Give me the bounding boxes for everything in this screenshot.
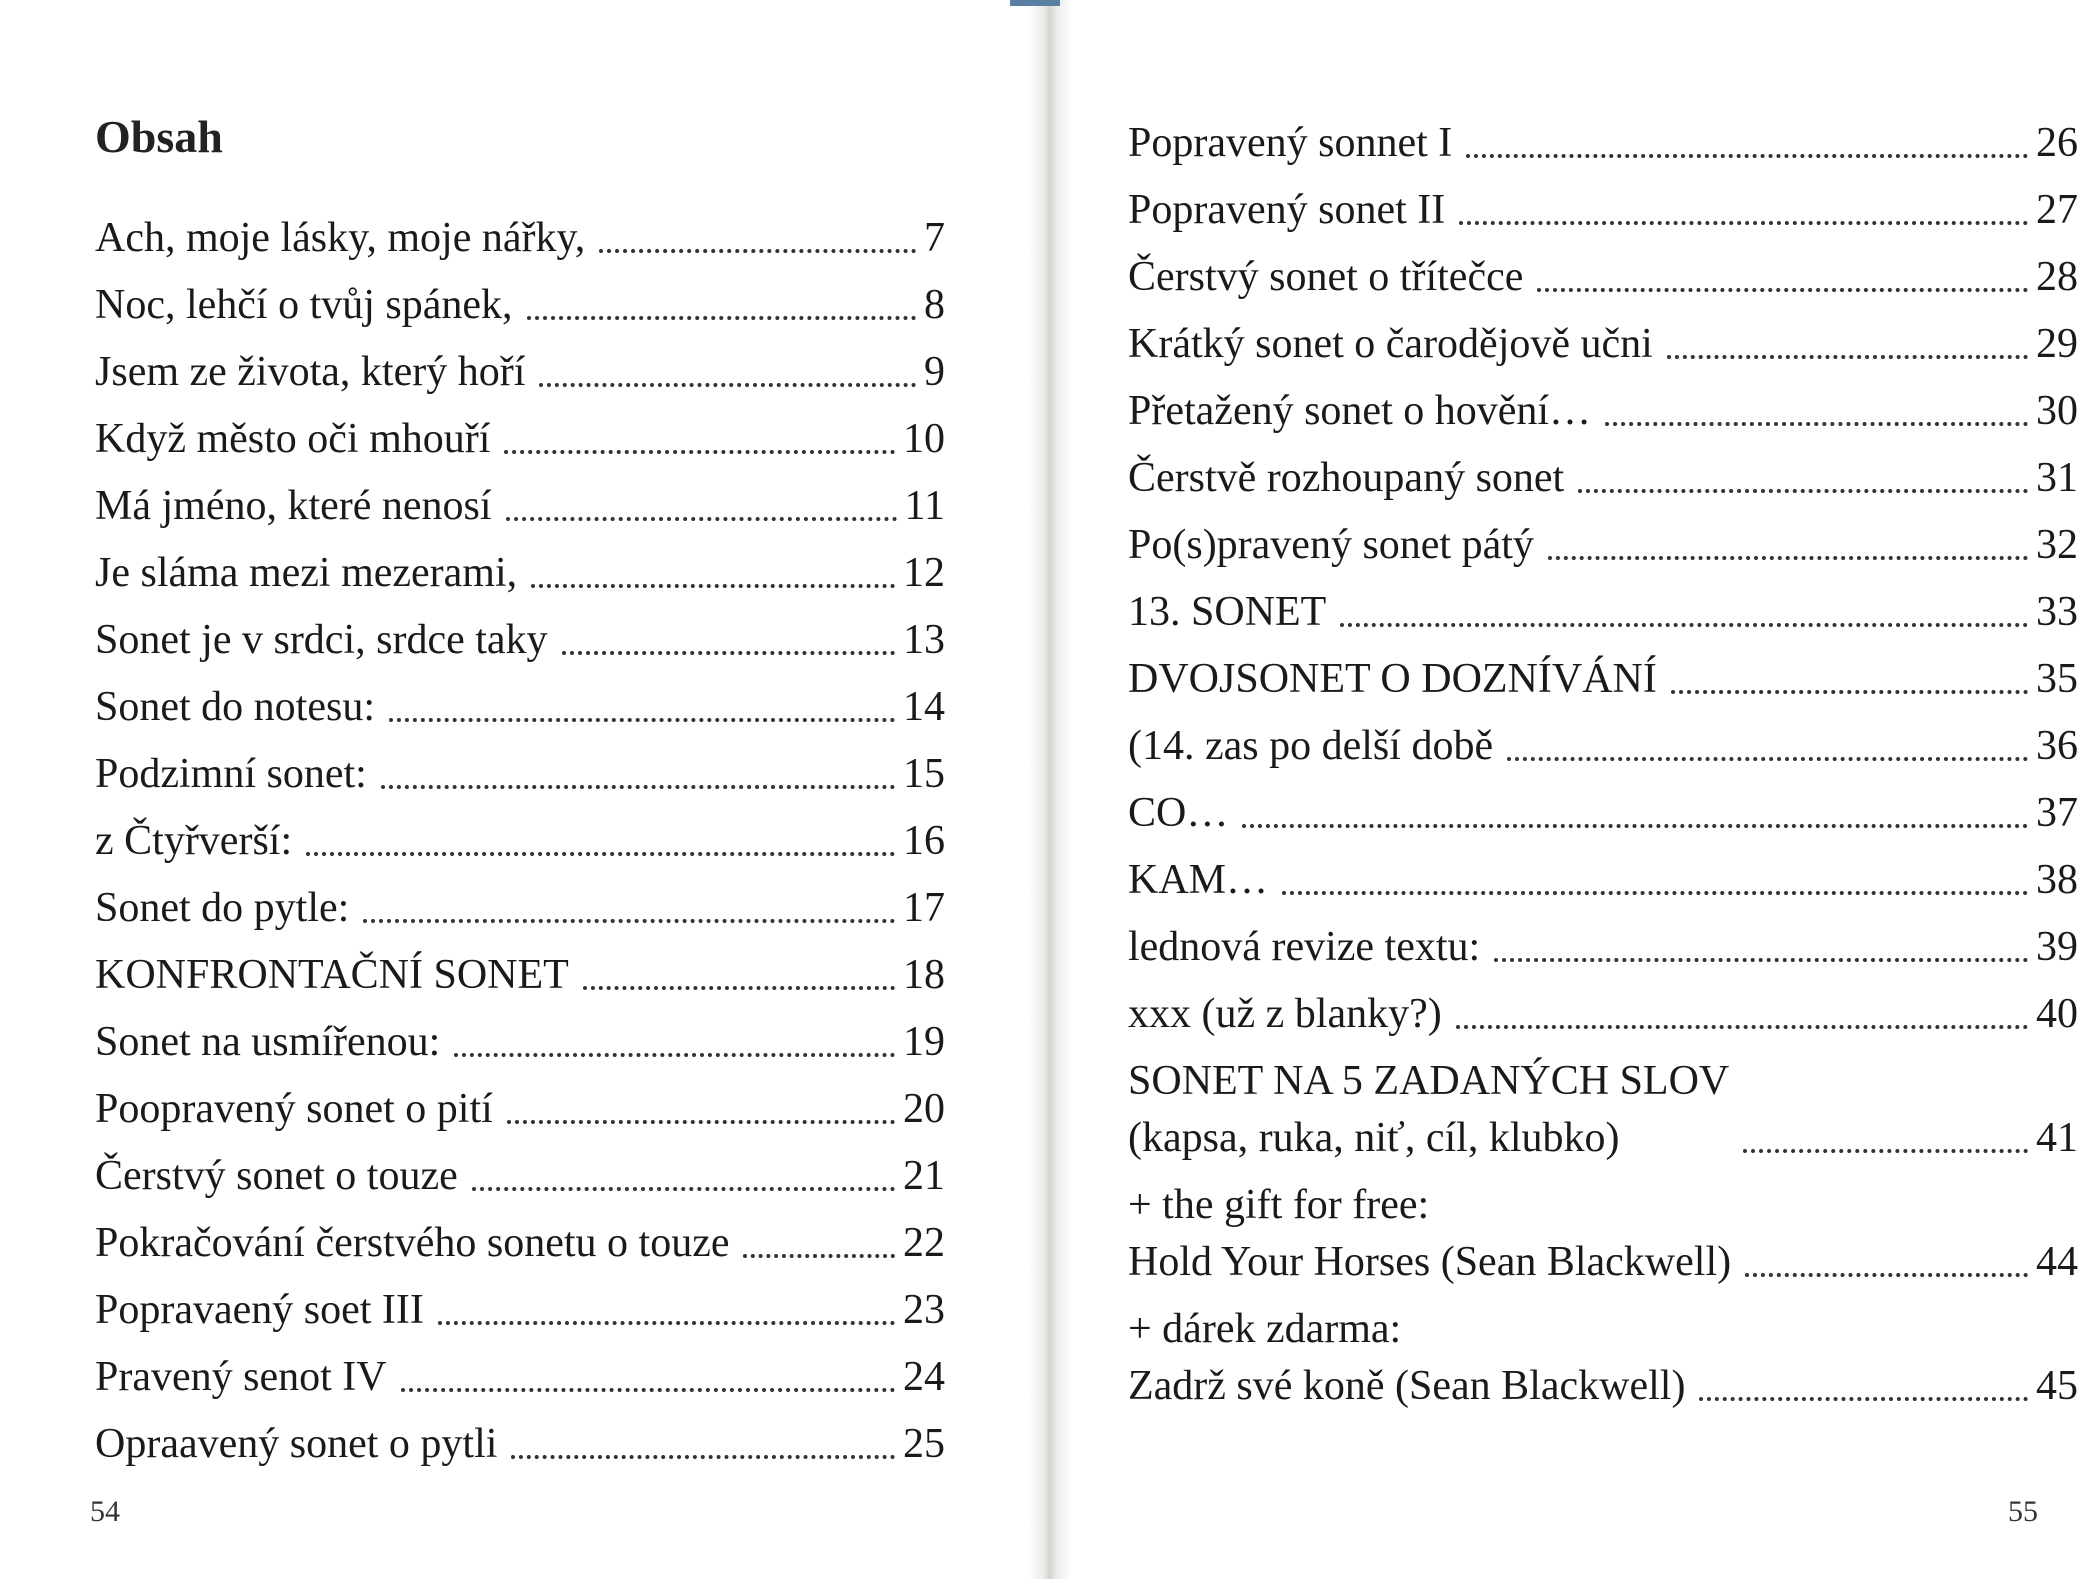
toc-entry-title: SONET NA 5 ZADANÝCH SLOV (kapsa, ruka, niť, cíl, klubko) xyxy=(1128,1058,1730,1161)
dot-leader xyxy=(1548,556,2028,560)
toc-entry-page: 24 xyxy=(903,1354,945,1400)
toc-entry-page: 36 xyxy=(2036,723,2078,769)
dot-leader xyxy=(1242,824,2028,828)
toc-entry xyxy=(95,736,945,803)
toc-entry-title: Pokračování čerstvého sonetu o touze xyxy=(95,1220,730,1266)
toc-entry-title: Po(s)pravený sonet pátý xyxy=(1128,522,1534,568)
dot-leader xyxy=(1671,690,2028,694)
dot-leader xyxy=(1667,355,2028,359)
dot-leader xyxy=(504,450,895,454)
toc-entry-title: KONFRONTAČNÍ SONET xyxy=(95,952,569,998)
toc-entry-page: 15 xyxy=(903,751,945,797)
toc-entry-page: 14 xyxy=(903,684,945,730)
dot-leader xyxy=(389,718,895,722)
toc-entry xyxy=(95,1339,945,1406)
toc-entry-title: Popravený sonnet I xyxy=(1128,120,1453,166)
toc-entry xyxy=(1128,172,2078,239)
toc-entry-page: 10 xyxy=(903,416,945,462)
toc-entry xyxy=(95,1004,945,1071)
page-number-left: 54 xyxy=(90,1495,120,1528)
toc-entry xyxy=(95,468,945,535)
toc-entry-page: 12 xyxy=(903,550,945,596)
dot-leader xyxy=(1578,489,2028,493)
toc-entry-page: 25 xyxy=(903,1421,945,1467)
toc-entry-title: Popravený sonet II xyxy=(1128,187,1446,233)
toc-entry-page: 22 xyxy=(903,1220,945,1266)
toc-entry-title: Sonet na usmířenou: xyxy=(95,1019,441,1065)
dot-leader xyxy=(1456,1025,2028,1029)
toc-entry-title: Má jméno, které nenosí xyxy=(95,483,492,529)
toc-entry xyxy=(95,937,945,1004)
toc-entry-title: Sonet je v srdci, srdce taky xyxy=(95,617,548,663)
toc-entry xyxy=(95,401,945,468)
toc-entry-page: 45 xyxy=(2036,1363,2078,1409)
page-title: Obsah xyxy=(95,111,223,162)
toc-entry-title: Pravený senot IV xyxy=(95,1354,387,1400)
toc-entry-title: + the gift for free: Hold Your Horses (Sean Blackwell) xyxy=(1128,1182,1732,1285)
toc-entry-page: 17 xyxy=(903,885,945,931)
dot-leader xyxy=(472,1187,895,1191)
dot-leader xyxy=(1537,288,2028,292)
toc-entry xyxy=(95,1406,945,1473)
toc-entry-title: Opraavený sonet o pytli xyxy=(95,1421,498,1467)
bookmark-ribbon xyxy=(1010,0,1060,6)
toc-entry-title: CO… xyxy=(1128,790,1229,836)
dot-leader xyxy=(454,1053,895,1057)
toc-entry-title: 13. SONET xyxy=(1128,589,1327,635)
toc-entry-page: 37 xyxy=(2036,790,2078,836)
dot-leader xyxy=(506,517,897,521)
toc-entry-title: Sonet do notesu: xyxy=(95,684,375,730)
toc-entry-page: 44 xyxy=(2036,1239,2078,1285)
dot-leader xyxy=(438,1321,895,1325)
toc-entry xyxy=(1128,976,2078,1043)
toc-entry-title: Když město oči mhouří xyxy=(95,416,491,462)
dot-leader xyxy=(1605,422,2028,426)
toc-entry-page: 7 xyxy=(924,215,945,261)
dot-leader xyxy=(1745,1273,2028,1277)
dot-leader xyxy=(507,1120,895,1124)
dot-leader xyxy=(306,852,895,856)
toc-entry xyxy=(95,200,945,267)
toc-entry-title: Čerstvě rozhoupaný sonet xyxy=(1128,455,1565,501)
toc-entry xyxy=(1128,1043,2078,1167)
toc-entry-title: Popravaený soet III xyxy=(95,1287,424,1333)
toc-entry-page: 38 xyxy=(2036,857,2078,903)
dot-leader xyxy=(743,1254,895,1258)
toc-entry-title: Ach, moje lásky, moje nářky, xyxy=(95,215,586,261)
toc-entry xyxy=(95,1138,945,1205)
toc-entry-page: 27 xyxy=(2036,187,2078,233)
toc-entry xyxy=(1128,1291,2078,1415)
right-page xyxy=(1048,0,2097,1579)
toc-entry-page: 39 xyxy=(2036,924,2078,970)
dot-leader xyxy=(562,651,895,655)
page-number-right: 55 xyxy=(2008,1495,2038,1528)
toc-entry xyxy=(95,334,945,401)
dot-leader xyxy=(1507,757,2028,761)
toc-entry-page: 21 xyxy=(903,1153,945,1199)
dot-leader xyxy=(527,316,916,320)
toc-entry xyxy=(95,669,945,736)
toc-entry xyxy=(1128,239,2078,306)
toc-entry-title: (14. zas po delší době xyxy=(1128,723,1494,769)
toc-entry-title: z Čtyřverší: xyxy=(95,818,293,864)
toc-entry xyxy=(1128,1167,2078,1291)
toc-entry xyxy=(1128,440,2078,507)
toc-entry xyxy=(1128,507,2078,574)
toc-entry-page: 26 xyxy=(2036,120,2078,166)
toc-entry-page: 33 xyxy=(2036,589,2078,635)
toc-entry-page: 40 xyxy=(2036,991,2078,1037)
toc-entry xyxy=(1128,909,2078,976)
toc-entry-page: 31 xyxy=(2036,455,2078,501)
dot-leader xyxy=(1459,221,2028,225)
toc-entry xyxy=(95,1205,945,1272)
dot-leader xyxy=(1699,1397,2028,1401)
toc-entry xyxy=(95,1272,945,1339)
toc-entry-page: 18 xyxy=(903,952,945,998)
toc-entry-title: Sonet do pytle: xyxy=(95,885,350,931)
dot-leader xyxy=(531,584,895,588)
toc-entry xyxy=(1128,574,2078,641)
dot-leader xyxy=(401,1388,895,1392)
toc-entry xyxy=(1128,641,2078,708)
toc-entry-title: Přetažený sonet o hovění… xyxy=(1128,388,1592,434)
toc-entry xyxy=(95,803,945,870)
toc-entry-page: 20 xyxy=(903,1086,945,1132)
toc-entry-title: Čerstvý sonet o třítečce xyxy=(1128,254,1524,300)
dot-leader xyxy=(539,383,916,387)
toc-entry xyxy=(1128,306,2078,373)
toc-entry-page: 13 xyxy=(903,617,945,663)
toc-list-right xyxy=(1128,105,2078,1415)
left-page xyxy=(0,0,1048,1579)
dot-leader xyxy=(381,785,895,789)
dot-leader xyxy=(511,1455,895,1459)
toc-entry-page: 11 xyxy=(904,483,945,529)
dot-leader xyxy=(1743,1149,2028,1153)
toc-entry-page: 8 xyxy=(924,282,945,328)
toc-entry-title: Poopravený sonet o pití xyxy=(95,1086,493,1132)
toc-entry-title: Podzimní sonet: xyxy=(95,751,367,797)
toc-entry xyxy=(1128,708,2078,775)
toc-entry xyxy=(95,870,945,937)
dot-leader xyxy=(1340,623,2028,627)
book-gutter xyxy=(1028,0,1072,1579)
toc-entry xyxy=(1128,105,2078,172)
toc-entry-title: KAM… xyxy=(1128,857,1269,903)
toc-entry xyxy=(1128,373,2078,440)
toc-entry xyxy=(95,267,945,334)
toc-entry-page: 32 xyxy=(2036,522,2078,568)
toc-entry-page: 19 xyxy=(903,1019,945,1065)
toc-entry xyxy=(1128,775,2078,842)
toc-entry-title: + dárek zdarma: Zadrž své koně (Sean Blackwell) xyxy=(1128,1306,1686,1409)
toc-entry xyxy=(1128,842,2078,909)
toc-entry-title: xxx (už z blanky?) xyxy=(1128,991,1442,1037)
toc-entry-page: 29 xyxy=(2036,321,2078,367)
dot-leader xyxy=(1466,154,2028,158)
toc-entry-page: 23 xyxy=(903,1287,945,1333)
toc-entry-page: 30 xyxy=(2036,388,2078,434)
toc-entry xyxy=(95,1071,945,1138)
toc-entry-page: 28 xyxy=(2036,254,2078,300)
toc-entry-title: lednová revize textu: xyxy=(1128,924,1481,970)
toc-entry-title: Krátký sonet o čarodějově učni xyxy=(1128,321,1653,367)
dot-leader xyxy=(583,986,895,990)
dot-leader xyxy=(599,249,916,253)
dot-leader xyxy=(1494,958,2028,962)
toc-entry-title: Čerstvý sonet o touze xyxy=(95,1153,458,1199)
toc-entry xyxy=(95,535,945,602)
dot-leader xyxy=(1282,891,2028,895)
dot-leader xyxy=(363,919,895,923)
toc-entry-page: 35 xyxy=(2036,656,2078,702)
toc-entry-title: Jsem ze života, který hoří xyxy=(95,349,526,395)
toc-entry-page: 16 xyxy=(903,818,945,864)
toc-entry-title: Je sláma mezi mezerami, xyxy=(95,550,518,596)
toc-entry-title: DVOJSONET O DOZNÍVÁNÍ xyxy=(1128,656,1657,702)
toc-list-left xyxy=(95,200,945,1473)
toc-entry-page: 41 xyxy=(2036,1115,2078,1161)
toc-entry-page: 9 xyxy=(924,349,945,395)
toc-entry-title: Noc, lehčí o tvůj spánek, xyxy=(95,282,513,328)
toc-entry xyxy=(95,602,945,669)
